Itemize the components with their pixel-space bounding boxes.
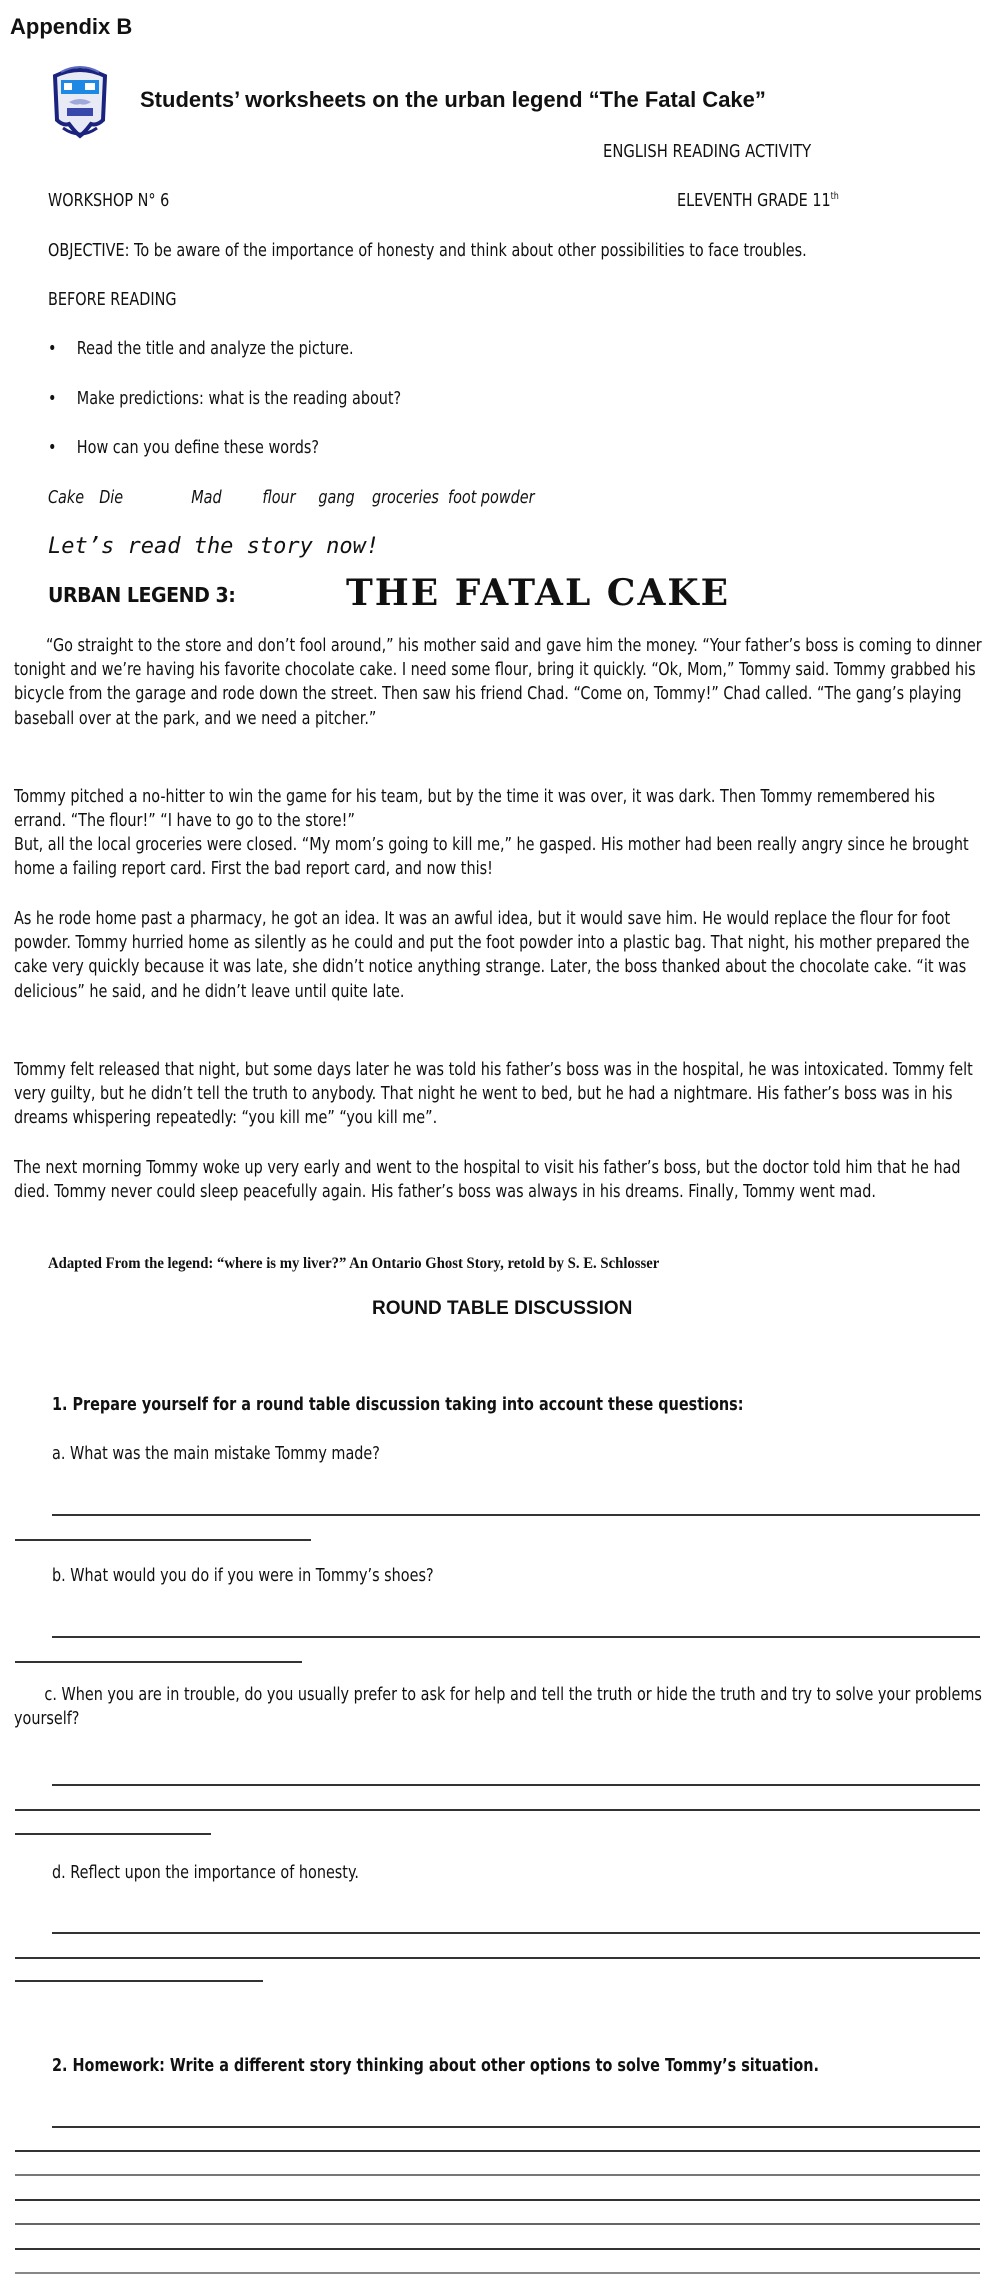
bullet-icon: • [48, 338, 57, 359]
answer-line[interactable] [15, 1809, 980, 1811]
school-crest-icon [45, 62, 115, 144]
answer-line[interactable] [52, 1784, 980, 1786]
answer-line[interactable] [52, 1932, 980, 1934]
vocab-word: Cake [48, 487, 85, 508]
story-paragraph [14, 785, 999, 833]
objective: OBJECTIVE: To be aware of the importance of honesty and think about other possibilities to face troubles. [48, 240, 807, 261]
answer-line[interactable] [15, 1833, 211, 1835]
grade-label [677, 190, 839, 211]
homework-line[interactable] [15, 2199, 980, 2201]
bullet-item [48, 437, 319, 458]
homework-line[interactable] [15, 2248, 980, 2250]
vocab-word: gang [318, 487, 355, 508]
answer-line[interactable] [52, 1514, 980, 1516]
vocab-word: foot powder [448, 487, 535, 508]
question-c [14, 1683, 999, 1731]
bullet-text: How can you define these words? [76, 437, 320, 458]
vocab-word: groceries [372, 487, 439, 508]
grade-text: ELEVENTH GRADE 11 [677, 190, 831, 211]
paragraph-text: But, all the local groceries were closed. “My mom’s going to kill me,” he gasped. His mother had been really angry since he brought home a failing report card. First the bad report card, and now this! [14, 834, 969, 880]
question-d: d. Reflect upon the importance of honesty. [52, 1862, 359, 1883]
urban-legend-label: URBAN LEGEND 3: [48, 583, 236, 607]
story-title: THE FATAL CAKE [346, 572, 731, 614]
workshop-number: WORKSHOP N° 6 [48, 190, 170, 211]
paragraph-text: Tommy pitched a no-hitter to win the game for his team, but by the time it was over, it was dark. Then Tommy remembered his errand. “The flour!” “I have to go to the store!” [14, 786, 936, 832]
answer-line[interactable] [15, 1957, 980, 1959]
vocab-word: Mad [191, 487, 222, 508]
lets-read-heading: Let’s read the story now! [48, 534, 380, 559]
homework-line[interactable] [15, 2272, 980, 2274]
paragraph-text: The next morning Tommy woke up very early and went to the hospital to visit his father’s boss, but the doctor told him that he had died. Tommy never could sleep peacefully again. His father’s boss was always in his dreams. Finally, Tommy went mad. [14, 1157, 961, 1203]
vocab-word: Die [99, 487, 124, 508]
story-paragraph [14, 1058, 999, 1131]
discussion-instruction: 1. Prepare yourself for a round table discussion taking into account these questions: [52, 1394, 744, 1415]
story-paragraph [14, 907, 999, 1004]
paragraph-text: As he rode home past a pharmacy, he got an idea. It was an awful idea, but it would save him. He would replace the flour for foot powder. Tommy hurried home as silently as he could and put the foot powder into a plastic bag. That night, his mother prepared the cake very quickly because it was late, she didn’t notice anything strange. Later, the boss thanked about the chocolate cake. “it was delicious” he said, and he didn’t leave until quite late. [14, 908, 970, 1002]
round-table-heading: ROUND TABLE DISCUSSION [372, 1298, 633, 1319]
activity-label: ENGLISH READING ACTIVITY [603, 141, 812, 162]
question-b: b. What would you do if you were in Tommy’s shoes? [52, 1565, 434, 1586]
grade-superscript: th [830, 191, 839, 202]
story-paragraph [14, 634, 999, 731]
bullet-icon: • [48, 388, 57, 409]
bullet-text: Read the title and analyze the picture. [76, 338, 354, 359]
bullet-icon: • [48, 437, 57, 458]
question-text: c. When you are in trouble, do you usually prefer to ask for help and tell the truth or hide the truth and try to solve your problems yourself? [14, 1684, 982, 1729]
answer-line[interactable] [15, 1661, 302, 1663]
bullet-text: Make predictions: what is the reading about? [76, 388, 402, 409]
answer-line[interactable] [15, 1539, 311, 1541]
paragraph-text: “Go straight to the store and don’t fool around,” his mother said and gave him the money. “Your father’s boss is coming to dinner tonight and we’re having his favorite chocolate cake. I need some flour, bring it quickly. “Ok, Mom,” Tommy said. Tommy grabbed his bicycle from the garage and rode down the street. Then saw his friend Chad. “Come on, Tommy!” Chad called. “The gang’s playing baseball over at the park, and we need a pitcher.” [14, 635, 982, 729]
answer-line[interactable] [15, 1980, 263, 1982]
story-paragraph [14, 1156, 999, 1204]
story-paragraph [14, 833, 999, 881]
homework-line[interactable] [52, 2126, 980, 2128]
worksheet-title: Students’ worksheets on the urban legend “The Fatal Cake” [140, 87, 766, 112]
question-a: a. What was the main mistake Tommy made? [52, 1443, 380, 1464]
source-citation: Adapted From the legend: “where is my liver?” An Ontario Ghost Story, retold by S. E. Schlosser [48, 1255, 660, 1272]
bullet-item [48, 338, 354, 359]
bullet-item [48, 388, 401, 409]
homework-line[interactable] [15, 2150, 980, 2152]
vocab-word: flour [262, 487, 296, 508]
appendix-label: Appendix B [10, 14, 133, 39]
homework-instruction: 2. Homework: Write a different story thinking about other options to solve Tommy’s situation. [52, 2055, 820, 2076]
paragraph-text: Tommy felt released that night, but some days later he was told his father’s boss was in the hospital, he was intoxicated. Tommy felt very guilty, but he didn’t tell the truth to anybody. That night he went to bed, but he had a nightmare. His father’s boss was in his dreams whispering repeatedly: “you kill me” “you kill me”. [14, 1059, 973, 1129]
homework-line[interactable] [15, 2174, 980, 2176]
homework-line[interactable] [15, 2223, 980, 2225]
answer-line[interactable] [52, 1636, 980, 1638]
before-reading-heading: BEFORE READING [48, 289, 177, 310]
